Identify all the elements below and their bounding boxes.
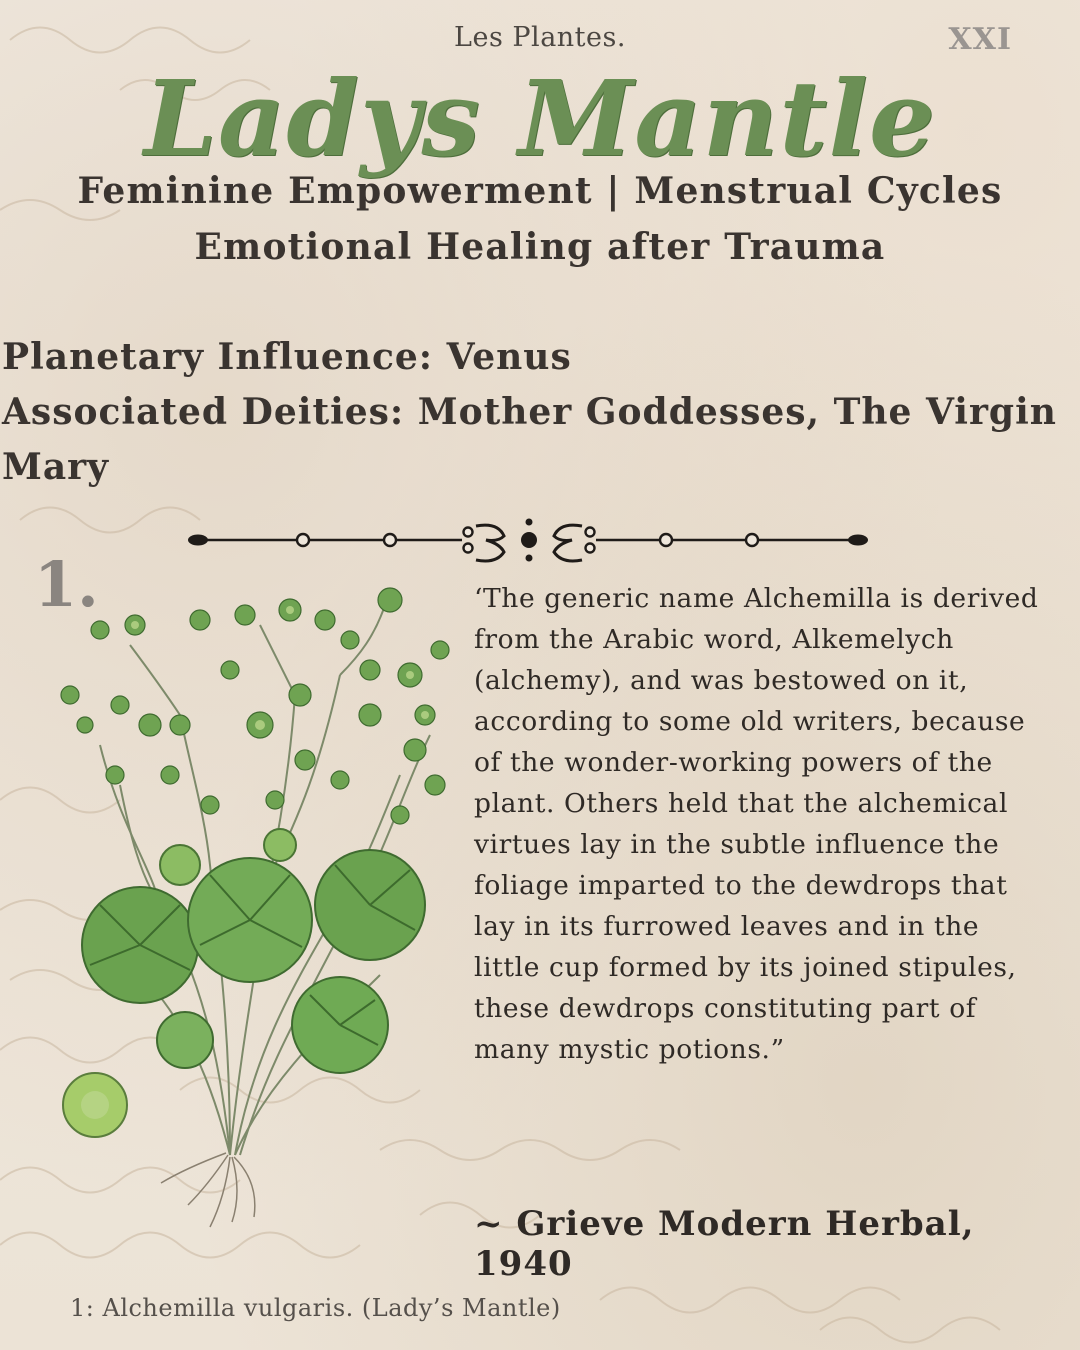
ornamental-divider [186,512,876,568]
associated-deities-line-2: Mary [2,446,110,488]
quote-source: ~ Grieve Modern Herbal, 1940 [474,1204,975,1284]
plate-number: XXI [948,22,1012,57]
associated-deities-line-1: Associated Deities: Mother Goddesses, The Virgin [2,391,1057,433]
series-label: Les Plantes. [454,22,626,53]
subtitle-line-2: Emotional Healing after Trauma [194,226,886,268]
lady-mantle-plant-illustration [40,575,460,1245]
subtitle-line-1: Feminine Empowerment | Menstrual Cycles [77,170,1003,212]
quote-text: ‘The generic name Alchemilla is derived from the Arabic word, Alkemelych (alchemy), and was bestowed on it, according to some old writers, because of the wonder-working powers of the plant. Others held that the alchemical virtues lay in the subtle influence the foliage imparted to the dewdrops that lay in its furrowed leaves and in the little cup formed by its joined stipules, these dewdrops constituting part of many mystic potions.” [474,583,1039,1065]
herbal-quote [474,578,1054,1070]
page-title: Ladys Mantle [143,57,937,180]
planetary-influence: Planetary Influence: Venus [2,336,572,378]
figure-marker: 1. [34,548,99,621]
figure-caption: 1: Alchemilla vulgaris. (Lady’s Mantle) [70,1294,561,1322]
